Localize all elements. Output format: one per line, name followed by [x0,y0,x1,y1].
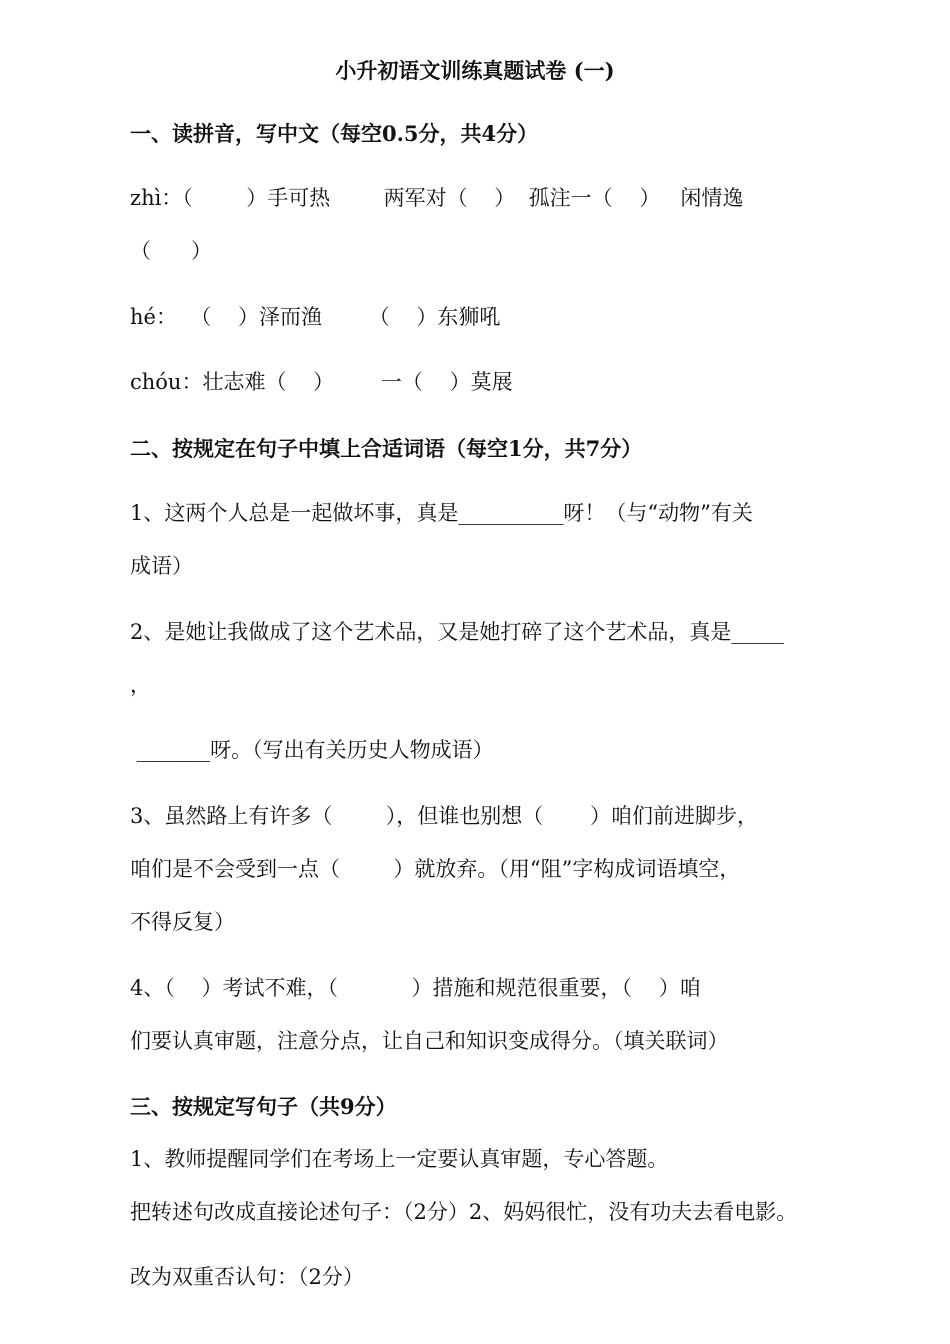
section-1-line: hé： （ ）泽而渔 （ ）东狮吼 [130,305,501,329]
section-3-line: 改为双重否认句：（2分） [130,1265,364,1289]
section-3-line: 1、教师提醒同学们在考场上一定要认真审题，专心答题。 [130,1147,669,1171]
section-1-line: （ ） [130,239,213,263]
section-2-line: 4、（ ）考试不难，（ ）措施和规范很重要，（ ）咱 [130,976,701,1000]
section-2-line: 成语） [130,554,193,578]
section-3-heading: 三、按规定写句子（共9分） [130,1094,397,1119]
section-2-line: 3、虽然路上有许多（ ），但谁也别想（ ）咱们前进脚步， [130,804,758,828]
section-2-line: _______呀。（写出有关历史人物成语） [130,738,494,762]
section-1-heading: 一、读拼音，写中文（每空0.5分，共4分） [130,121,539,146]
section-2-line: 咱们是不会受到一点（ ）就放弃。（用“阻”字构成词语填空， [130,857,741,881]
section-1-line: chóu：壮志难（ ） 一（ ）莫展 [130,370,513,394]
exam-title: 小升初语文训练真题试卷 (一) [335,58,615,83]
section-3-line: 把转述句改成直接论述句子：（2分）2、妈妈很忙，没有功夫去看电影。 [130,1200,798,1224]
section-2-line: 们要认真审题，注意分点，让自己和知识变成得分。（填关联词） [130,1029,729,1053]
section-2-line: 1、这两个人总是一起做坏事，真是__________呀！（与“动物”有关 [130,501,753,525]
section-2-line: ， [130,673,151,697]
section-2-heading: 二、按规定在句子中填上合适词语（每空1分，共7分） [130,436,643,461]
section-2-line: 不得反复） [130,910,235,934]
section-1-line: zhì：（ ）手可热 两军对（ ） 孤注一（ ） 闲情逸 [130,186,744,210]
section-2-line: 2、是她让我做成了这个艺术品，又是她打碎了这个艺术品，真是_____ [130,620,784,644]
